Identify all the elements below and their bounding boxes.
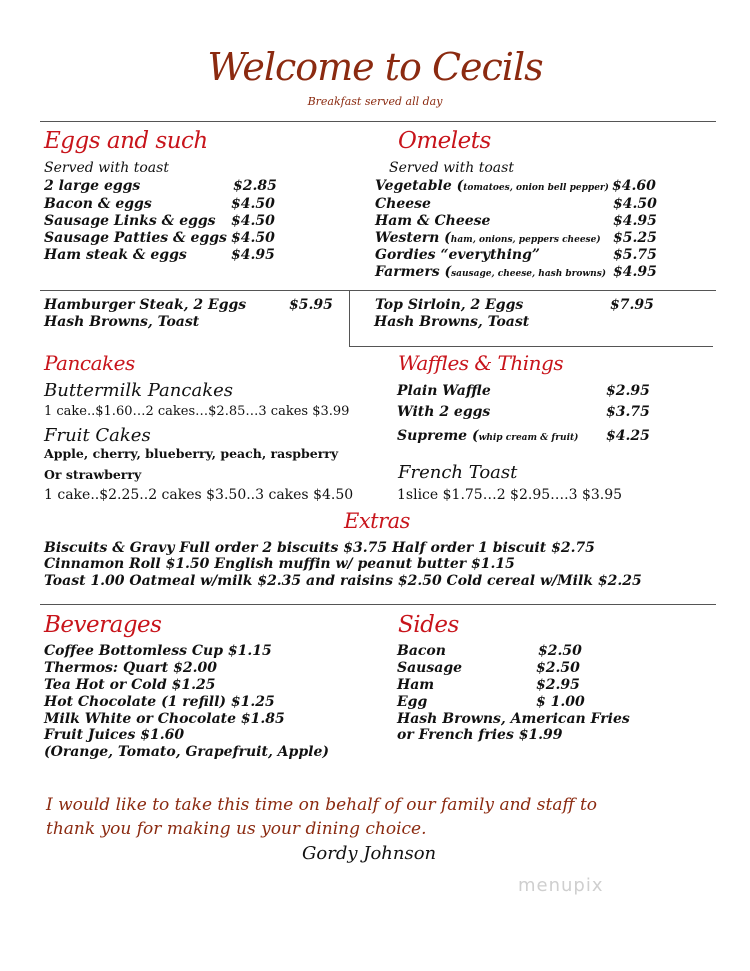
beverage-line: Thermos: Quart $2.00 bbox=[44, 660, 217, 676]
beverage-line: Hot Chocolate (1 refill) $1.25 bbox=[44, 694, 275, 710]
menu-item: Ham $2.95 bbox=[397, 677, 580, 693]
menu-item: Hash Browns, American Fries bbox=[397, 711, 630, 727]
fruit-cakes-title: Fruit Cakes bbox=[44, 425, 151, 446]
menu-item: Cheese $4.50 bbox=[375, 196, 657, 212]
closing-message: I would like to take this time on behalf of our family and staff to bbox=[46, 795, 598, 815]
divider bbox=[40, 604, 716, 605]
menu-item: Bacon & eggs $4.50 bbox=[44, 196, 275, 212]
page-subtitle: Breakfast served all day bbox=[307, 95, 443, 108]
extras-line: Cinnamon Roll $1.50 English muffin w/ peanut butter $1.15 bbox=[44, 556, 515, 572]
pancakes-heading: Pancakes bbox=[44, 351, 135, 375]
french-toast-prices: 1slice $1.75…2 $2.95….3 $3.95 bbox=[397, 487, 623, 503]
divider bbox=[349, 290, 350, 346]
menu-item: 2 large eggs $2.85 bbox=[44, 178, 277, 194]
omelets-note: Served with toast bbox=[389, 160, 514, 176]
menu-item: Farmers (sausage, cheese, hash browns) $4.95 bbox=[375, 264, 657, 280]
menu-item: Hamburger Steak, 2 Eggs $5.95 bbox=[44, 297, 333, 313]
beverage-line: Tea Hot or Cold $1.25 bbox=[44, 677, 216, 693]
menu-item: With 2 eggs $3.75 bbox=[397, 404, 650, 420]
divider bbox=[40, 121, 716, 122]
beverage-line: Fruit Juices $1.60 bbox=[44, 727, 185, 743]
beverages-heading: Beverages bbox=[44, 612, 162, 638]
eggs-heading: Eggs and such bbox=[44, 128, 208, 154]
menu-item: Plain Waffle $2.95 bbox=[397, 383, 650, 399]
closing-message: thank you for making us your dining choice. bbox=[46, 819, 427, 839]
divider bbox=[349, 346, 713, 347]
menu-item: Supreme (whip cream & fruit) $4.25 bbox=[397, 428, 650, 444]
menu-item: Western (ham, onions, peppers cheese) $5.25 bbox=[375, 230, 657, 246]
menu-item: Egg $ 1.00 bbox=[397, 694, 585, 710]
buttermilk-title: Buttermilk Pancakes bbox=[44, 380, 233, 401]
page-title: Welcome to Cecils bbox=[207, 45, 543, 89]
menu-item: Ham steak & eggs $4.95 bbox=[44, 247, 275, 263]
menu-item: Gordies “everything” $5.75 bbox=[375, 247, 657, 263]
fruit-list: Apple, cherry, blueberry, peach, raspberry bbox=[44, 446, 339, 461]
divider bbox=[40, 290, 716, 291]
waffles-heading: Waffles & Things bbox=[398, 351, 564, 375]
menu-item-sides: Hash Browns, Toast bbox=[374, 314, 530, 330]
extras-line: Biscuits & Gravy Full order 2 biscuits $3.75 Half order 1 biscuit $2.75 bbox=[44, 540, 595, 556]
watermark: menupix bbox=[518, 875, 604, 896]
menu-item-sides: Hash Browns, Toast bbox=[44, 314, 200, 330]
fruit-cakes-prices: 1 cake..$2.25..2 cakes $3.50..3 cakes $4.50 bbox=[44, 487, 354, 503]
menu-item: Sausage Patties & eggs $4.50 bbox=[44, 230, 275, 246]
buttermilk-prices: 1 cake..$1.60…2 cakes…$2.85…3 cakes $3.99 bbox=[44, 404, 350, 419]
beverage-line: (Orange, Tomato, Grapefruit, Apple) bbox=[44, 744, 329, 760]
menu-item: Vegetable (tomatoes, onion bell pepper) $4.60 bbox=[375, 178, 656, 194]
menu-item: Bacon $2.50 bbox=[397, 643, 582, 659]
menu-item: Sausage Links & eggs $4.50 bbox=[44, 213, 275, 229]
extras-heading: Extras bbox=[344, 509, 410, 533]
eggs-note: Served with toast bbox=[44, 160, 169, 176]
signature: Gordy Johnson bbox=[302, 843, 437, 864]
omelets-heading: Omelets bbox=[398, 128, 491, 154]
beverage-line: Milk White or Chocolate $1.85 bbox=[44, 711, 285, 727]
extras-line: Toast 1.00 Oatmeal w/milk $2.35 and raisins $2.50 Cold cereal w/Milk $2.25 bbox=[44, 573, 642, 589]
fruit-list: Or strawberry bbox=[44, 467, 142, 482]
menu-item: Sausage $2.50 bbox=[397, 660, 580, 676]
menu-item: Ham & Cheese $4.95 bbox=[375, 213, 657, 229]
menu-item: or French fries $1.99 bbox=[397, 727, 563, 743]
sides-heading: Sides bbox=[398, 612, 459, 638]
french-toast-title: French Toast bbox=[398, 462, 518, 483]
beverage-line: Coffee Bottomless Cup $1.15 bbox=[44, 643, 272, 659]
menu-item: Top Sirloin, 2 Eggs $7.95 bbox=[375, 297, 654, 313]
